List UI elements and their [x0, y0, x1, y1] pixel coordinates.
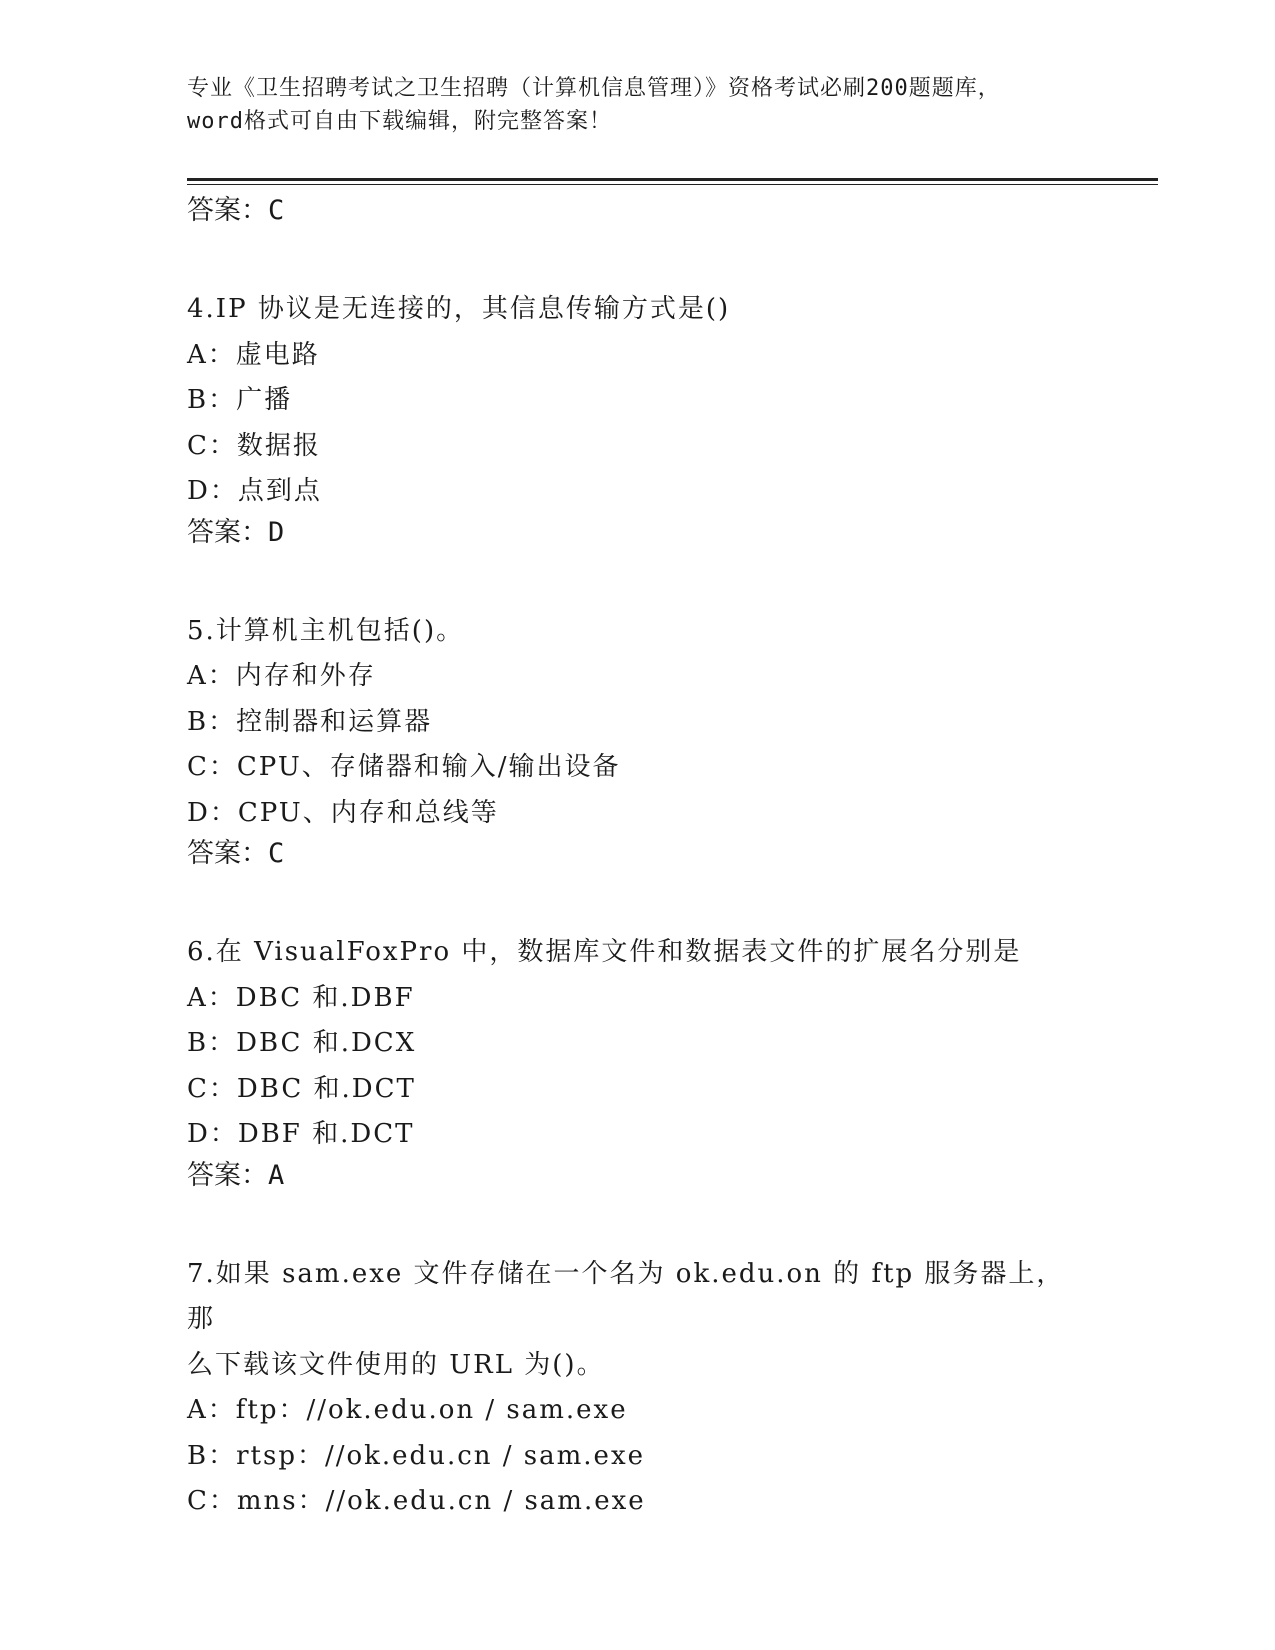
option-d: D：DBF 和.DCT	[187, 1119, 415, 1149]
option-d: D：CPU、内存和总线等	[187, 797, 499, 828]
question-4	[187, 287, 1087, 561]
option-c: C：CPU、存储器和输入/输出设备	[187, 752, 621, 782]
question-7	[187, 1252, 1087, 1525]
previous-answer: 答案：C	[187, 195, 285, 226]
header-divider-thick	[187, 178, 1158, 181]
question-stem-continued: 么下载该文件使用的 URL 为()。	[187, 1349, 605, 1380]
question-6	[187, 930, 1087, 1204]
option-a: A：ftp：//ok.edu.on / sam.exe	[187, 1395, 628, 1425]
option-d: D：点到点	[187, 476, 322, 506]
header-divider-thin	[187, 184, 1158, 185]
option-c: C：mns：//ok.edu.cn / sam.exe	[187, 1486, 646, 1516]
option-b: B：控制器和运算器	[187, 706, 433, 737]
option-c: C：DBC 和.DCT	[187, 1073, 416, 1104]
answer: 答案：C	[187, 838, 285, 869]
document-header	[187, 72, 1067, 138]
answer: 答案：A	[187, 1159, 285, 1191]
option-a: A：内存和外存	[187, 661, 376, 691]
option-a: A：DBC 和.DBF	[187, 982, 415, 1013]
question-stem: 4.IP 协议是无连接的，其信息传输方式是()	[187, 294, 731, 324]
header-line-2: word格式可自由下载编辑，附完整答案！	[187, 109, 612, 134]
option-a: A：虚电路	[187, 339, 320, 370]
option-b: B：DBC 和.DCX	[187, 1028, 417, 1058]
option-c: C：数据报	[187, 430, 321, 461]
option-b: B：rtsp：//ok.edu.cn / sam.exe	[187, 1440, 645, 1471]
option-b: B：广播	[187, 385, 293, 415]
question-stem: 5.计算机主机包括()。	[187, 615, 465, 646]
header-line-1: 专业《卫生招聘考试之卫生招聘（计算机信息管理）》资格考试必刷200题题库，	[187, 76, 1001, 101]
question-stem: 6.在 VisualFoxPro 中，数据库文件和数据表文件的扩展名分别是	[187, 937, 1022, 967]
question-list	[187, 193, 1087, 1525]
question-5	[187, 609, 1087, 883]
answer: 答案：D	[187, 516, 285, 548]
question-stem: 7.如果 sam.exe 文件存储在一个名为 ok.edu.on 的 ftp 服务器上，那	[187, 1258, 1065, 1334]
